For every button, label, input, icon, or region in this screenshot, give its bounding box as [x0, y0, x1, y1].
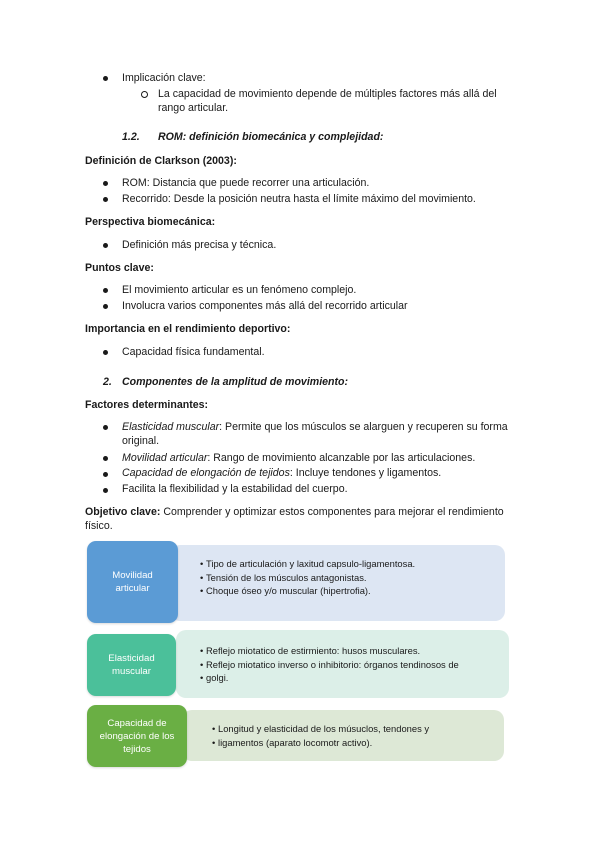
implicacion-sub-line2: rango articular. [158, 102, 229, 114]
factores-heading: Factores determinantes: [85, 399, 209, 411]
diagram-label-elasticidad [87, 634, 176, 696]
bullet-icon [103, 181, 108, 186]
diagram-point-cont [212, 736, 429, 750]
factores-text: : Permite que los músculos se alarguen y recuperen su forma [219, 421, 508, 433]
objetivo-label: Objetivo clave: [85, 506, 161, 518]
clarkson-item: Recorrido: Desde la posición neutra hasta el límite máximo del movimiento. [122, 193, 476, 205]
diagram-content-capacidad [182, 710, 504, 761]
objetivo-line1 [85, 505, 504, 520]
factores-term: Movilidad articular [122, 452, 208, 464]
diagram-point-cont [200, 671, 459, 685]
factores-item-4: Facilita la flexibilidad y la estabilidad del cuerpo. [122, 483, 348, 495]
section-2-number: 2. [103, 376, 112, 388]
factores-term: Elasticidad muscular [122, 421, 220, 433]
diagram-point: • Reflejo miotatico inverso o inhibitorio: órganos tendinosos de [200, 658, 459, 672]
implicacion-label: Implicación clave: [122, 72, 206, 84]
diagram-label-line: tejidos [123, 743, 151, 755]
bullet-icon [103, 488, 108, 493]
diagram-label-capacidad [87, 705, 187, 767]
diagram-label-movilidad [87, 541, 178, 623]
puntos-heading: Puntos clave: [85, 262, 154, 274]
bullet-icon [103, 288, 108, 293]
factores-item-2 [122, 451, 475, 466]
bullet-icon [103, 197, 108, 202]
bullet-icon [103, 243, 108, 248]
factores-text: : Incluye tendones y ligamentos. [289, 467, 442, 479]
diagram-label-line: elongación de los [99, 730, 175, 742]
diagram-label-line: articular [115, 583, 150, 594]
section-1-2-title: ROM: definición biomecánica y complejidad: [158, 131, 384, 143]
diagram-point: • Tensión de los músculos antagonistas. [200, 571, 415, 585]
factores-term: Capacidad de elongación de tejidos [122, 467, 290, 479]
diagram-point: • Reflejo miotatico de estirmiento: husos musculares. [200, 644, 459, 658]
diagram-point: • Longitud y elasticidad de los músuclos, tendones y [212, 722, 429, 736]
bullet-icon [103, 472, 108, 477]
diagram-content-movilidad [170, 545, 505, 621]
bullet-icon [103, 76, 108, 81]
factores-item-3 [122, 466, 441, 481]
section-2-title: Componentes de la amplitud de movimiento: [122, 376, 349, 388]
circle-bullet-icon [141, 91, 148, 98]
implicacion-sub-line1: La capacidad de movimiento depende de múltiples factores más allá del [158, 88, 497, 100]
bullet-icon [103, 350, 108, 355]
bullet-icon [103, 304, 108, 309]
diagram-point: • Tipo de articulación y laxitud capsulo-ligamentosa. [200, 557, 415, 571]
factores-item-1 [122, 420, 508, 435]
clarkson-item: ROM: Distancia que puede recorrer una articulación. [122, 177, 370, 189]
importancia-heading: Importancia en el rendimiento deportivo: [85, 323, 291, 335]
bullet-icon [103, 425, 108, 430]
clarkson-heading: Definición de Clarkson (2003): [85, 155, 237, 167]
puntos-item: El movimiento articular es un fenómeno complejo. [122, 284, 357, 296]
objetivo-text: Comprender y optimizar estos componentes para mejorar el rendimiento [160, 506, 504, 518]
diagram-point-text: golgi. [206, 672, 229, 683]
factores-item-1-cont: original. [122, 435, 160, 447]
perspectiva-item: Definición más precisa y técnica. [122, 239, 277, 251]
diagram-label-line: Movilidad [112, 570, 153, 581]
importancia-item: Capacidad física fundamental. [122, 346, 265, 358]
bullet-icon [103, 456, 108, 461]
diagram-label-line: muscular [112, 666, 151, 677]
factores-text: : Rango de movimiento alcanzable por las articulaciones. [207, 452, 476, 464]
diagram-label-line: Capacidad de [107, 717, 167, 729]
puntos-item: Involucra varios componentes más allá del recorrido articular [122, 300, 408, 312]
objetivo-line2: físico. [85, 520, 113, 532]
diagram-point-text: ligamentos (aparato locomotr activo). [218, 736, 373, 748]
diagram-label-line: Elasticidad [108, 653, 155, 664]
perspectiva-heading: Perspectiva biomecánica: [85, 216, 216, 228]
section-1-2-number: 1.2. [122, 131, 140, 143]
diagram-point: • Choque óseo y/o muscular (hipertrofia). [200, 584, 415, 598]
diagram-content-elasticidad [176, 630, 509, 698]
